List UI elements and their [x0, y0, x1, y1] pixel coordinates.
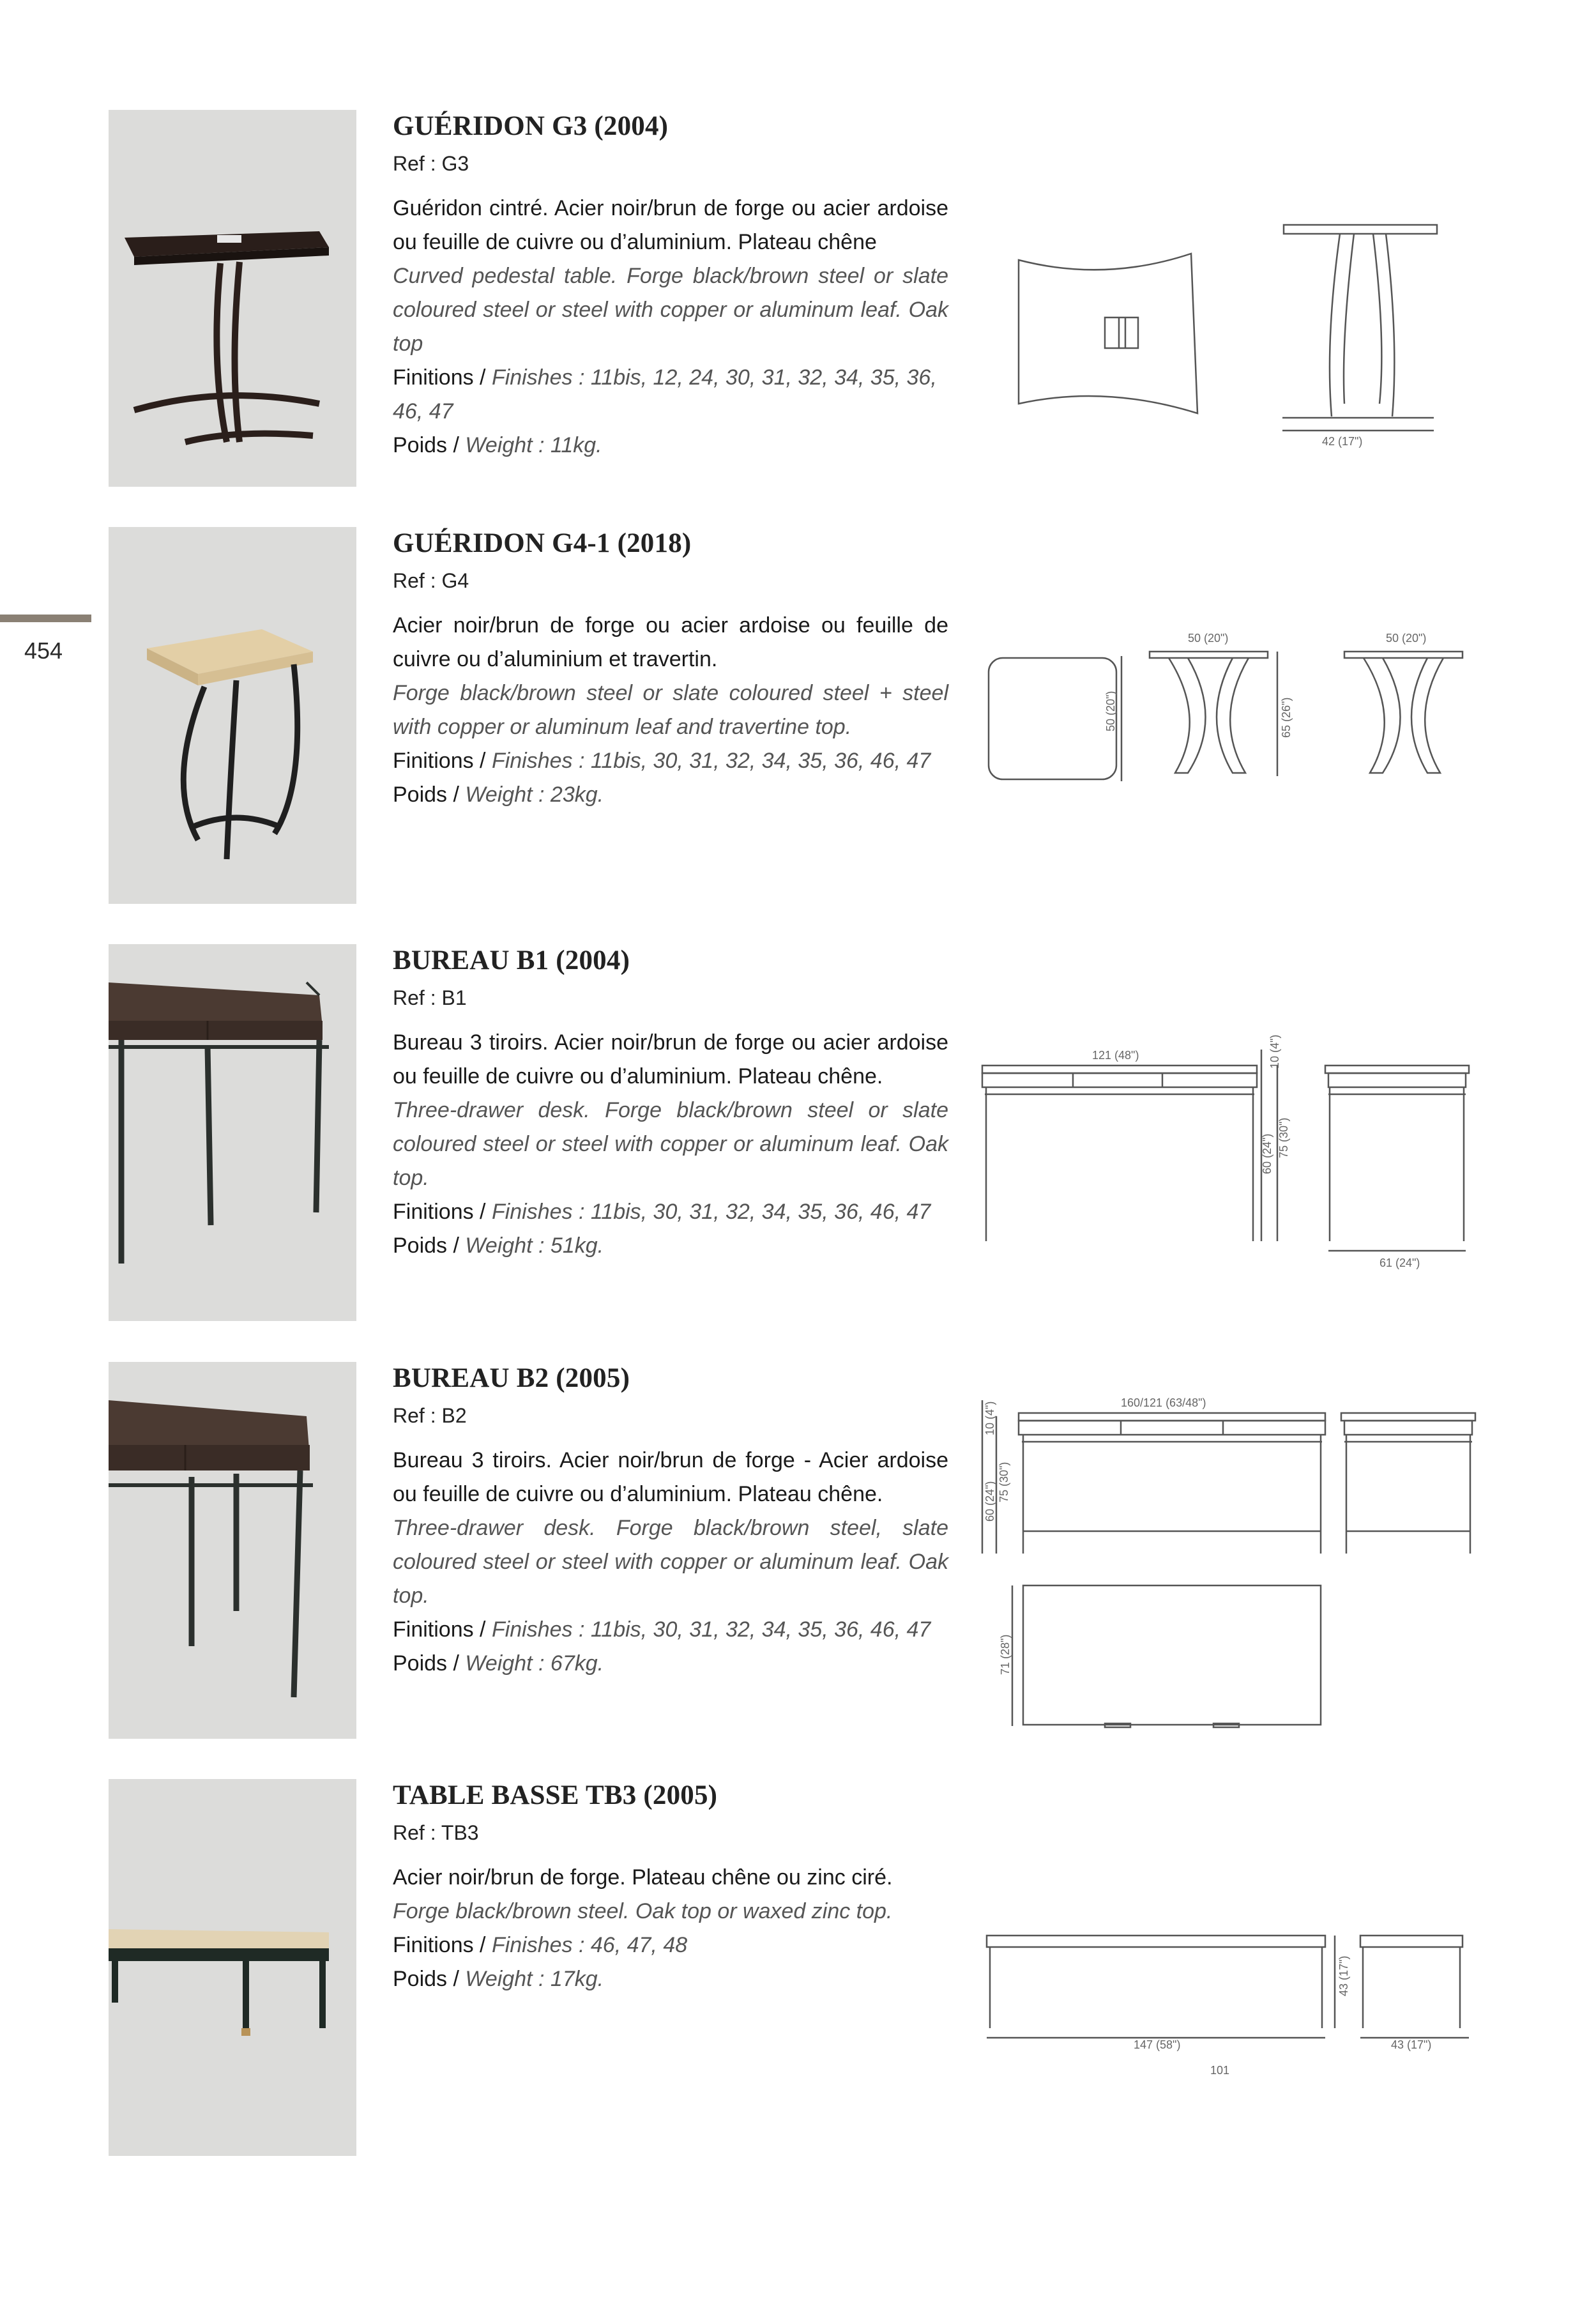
dimension-label: 147 (58")	[1134, 2038, 1181, 2051]
description-en: Three-drawer desk. Forge black/brown steel, slate coloured steel or steel with copper or aluminum leaf. Oak top.	[393, 1516, 948, 1608]
product-ref: Ref : G3	[393, 152, 469, 175]
weight-value: Weight : 67kg.	[465, 1651, 604, 1676]
weight-line	[393, 429, 948, 462]
product-photo-b2	[109, 1362, 356, 1739]
weight-label: Poids /	[393, 783, 466, 807]
dimension-label: 65 (26")	[1280, 697, 1293, 738]
weight-value: Weight : 11kg.	[465, 433, 602, 457]
dimension-label: 50 (20")	[1104, 691, 1117, 731]
dimension-label: 75 (30")	[998, 1462, 1010, 1502]
finishes-line	[393, 1929, 948, 1962]
technical-drawing-b1	[977, 1021, 1507, 1276]
dimension-label: 10 (4")	[984, 1401, 996, 1435]
technical-drawing-b2	[977, 1387, 1507, 1745]
finishes-label: Finitions /	[393, 1617, 492, 1642]
product-g4	[0, 527, 1596, 910]
dimension-label: 42 (17")	[1322, 435, 1363, 448]
drawing-code: 101	[1210, 2064, 1230, 2077]
weight-label: Poids /	[393, 433, 466, 457]
product-title: BUREAU B2 (2005)	[393, 1363, 630, 1393]
product-ref: Ref : B1	[393, 986, 467, 1009]
finishes-line	[393, 744, 948, 778]
product-text-b2	[393, 1362, 948, 1681]
description-fr: Bureau 3 tiroirs. Acier noir/brun de forge - Acier ardoise ou feuille de cuivre ou d’aluminium. Plateau chêne.	[393, 1448, 948, 1506]
weight-label: Poids /	[393, 1967, 466, 1991]
weight-line	[393, 1647, 948, 1681]
weight-line	[393, 1229, 948, 1263]
product-title: TABLE BASSE TB3 (2005)	[393, 1780, 718, 1810]
technical-drawing-g3	[977, 148, 1507, 480]
product-text-tb3	[393, 1779, 948, 1996]
finishes-value: Finishes : 11bis, 12, 24, 30, 31, 32, 34, 35, 36, 46, 47	[393, 365, 937, 424]
finishes-line	[393, 361, 948, 429]
page-number: 454	[24, 638, 63, 664]
dimension-label: 160/121 (63/48")	[1121, 1396, 1206, 1409]
product-photo-g4	[109, 527, 356, 904]
product-title: GUÉRIDON G3 (2004)	[393, 111, 669, 141]
description-fr: Acier noir/brun de forge. Plateau chêne ou zinc ciré.	[393, 1865, 893, 1890]
finishes-label: Finitions /	[393, 749, 492, 773]
dimension-label: 61 (24")	[1379, 1256, 1420, 1269]
weight-line	[393, 1962, 948, 1996]
product-b2	[0, 1362, 1596, 1745]
technical-drawing-tb3	[977, 1907, 1507, 2098]
dimension-label: 71 (28")	[999, 1634, 1012, 1675]
finishes-label: Finitions /	[393, 1200, 492, 1224]
weight-value: Weight : 51kg.	[465, 1234, 604, 1258]
product-text-g4	[393, 527, 948, 812]
finishes-value: Finishes : 11bis, 30, 31, 32, 34, 35, 36, 46, 47	[491, 1617, 931, 1642]
dimension-label: 121 (48")	[1092, 1049, 1139, 1062]
description-fr: Bureau 3 tiroirs. Acier noir/brun de forge ou acier ardoise ou feuille de cuivre ou d’aluminium. Plateau chêne.	[393, 1030, 948, 1088]
finishes-value: Finishes : 11bis, 30, 31, 32, 34, 35, 36, 46, 47	[491, 1200, 931, 1224]
product-photo-g3	[109, 110, 356, 487]
product-g3	[0, 110, 1596, 493]
weight-value: Weight : 17kg.	[465, 1967, 604, 1991]
product-text-g3	[393, 110, 948, 462]
product-title: GUÉRIDON G4-1 (2018)	[393, 528, 692, 558]
weight-label: Poids /	[393, 1651, 466, 1676]
finishes-label: Finitions /	[393, 1933, 492, 1957]
description-en: Three-drawer desk. Forge black/brown steel or slate coloured steel or steel with copper or aluminum leaf. Oak top.	[393, 1098, 948, 1190]
dimension-label: 60 (24")	[984, 1481, 996, 1522]
dimension-label: 75 (30")	[1277, 1117, 1290, 1158]
description-en: Forge black/brown steel. Oak top or waxed zinc top.	[393, 1899, 893, 1923]
product-title: BUREAU B1 (2004)	[393, 945, 630, 975]
technical-drawing-g4	[977, 616, 1507, 821]
product-photo-tb3	[109, 1779, 356, 2156]
dimension-label: 10 (4")	[1268, 1034, 1281, 1069]
product-ref: Ref : TB3	[393, 1821, 479, 1844]
dimension-label: 60 (24")	[1261, 1133, 1273, 1174]
description-fr: Guéridon cintré. Acier noir/brun de forge ou acier ardoise ou feuille de cuivre ou d’aluminium. Plateau chêne	[393, 196, 948, 254]
finishes-value: Finishes : 11bis, 30, 31, 32, 34, 35, 36, 46, 47	[491, 749, 931, 773]
weight-label: Poids /	[393, 1234, 466, 1258]
dimension-label: 50 (20")	[1386, 632, 1427, 645]
product-b1	[0, 944, 1596, 1327]
product-ref: Ref : B2	[393, 1404, 467, 1427]
description-en: Forge black/brown steel or slate coloured steel + steel with copper or aluminum leaf and travertine top.	[393, 681, 948, 739]
product-ref: Ref : G4	[393, 569, 469, 592]
description-fr: Acier noir/brun de forge ou acier ardoise ou feuille de cuivre ou d’aluminium et travertin.	[393, 613, 948, 671]
weight-value: Weight : 23kg.	[465, 783, 604, 807]
description-en: Curved pedestal table. Forge black/brown steel or slate coloured steel or steel with copper or aluminum leaf. Oak top	[393, 264, 948, 356]
finishes-value: Finishes : 46, 47, 48	[491, 1933, 688, 1957]
dimension-label: 43 (17")	[1391, 2038, 1432, 2051]
weight-line	[393, 778, 948, 812]
product-text-b1	[393, 944, 948, 1263]
dimension-label: 50 (20")	[1188, 632, 1229, 645]
product-photo-b1	[109, 944, 356, 1321]
finishes-label: Finitions /	[393, 365, 492, 390]
finishes-line	[393, 1613, 948, 1647]
finishes-line	[393, 1195, 948, 1229]
product-tb3	[0, 1779, 1596, 2162]
dimension-label: 43 (17")	[1337, 1955, 1350, 1996]
